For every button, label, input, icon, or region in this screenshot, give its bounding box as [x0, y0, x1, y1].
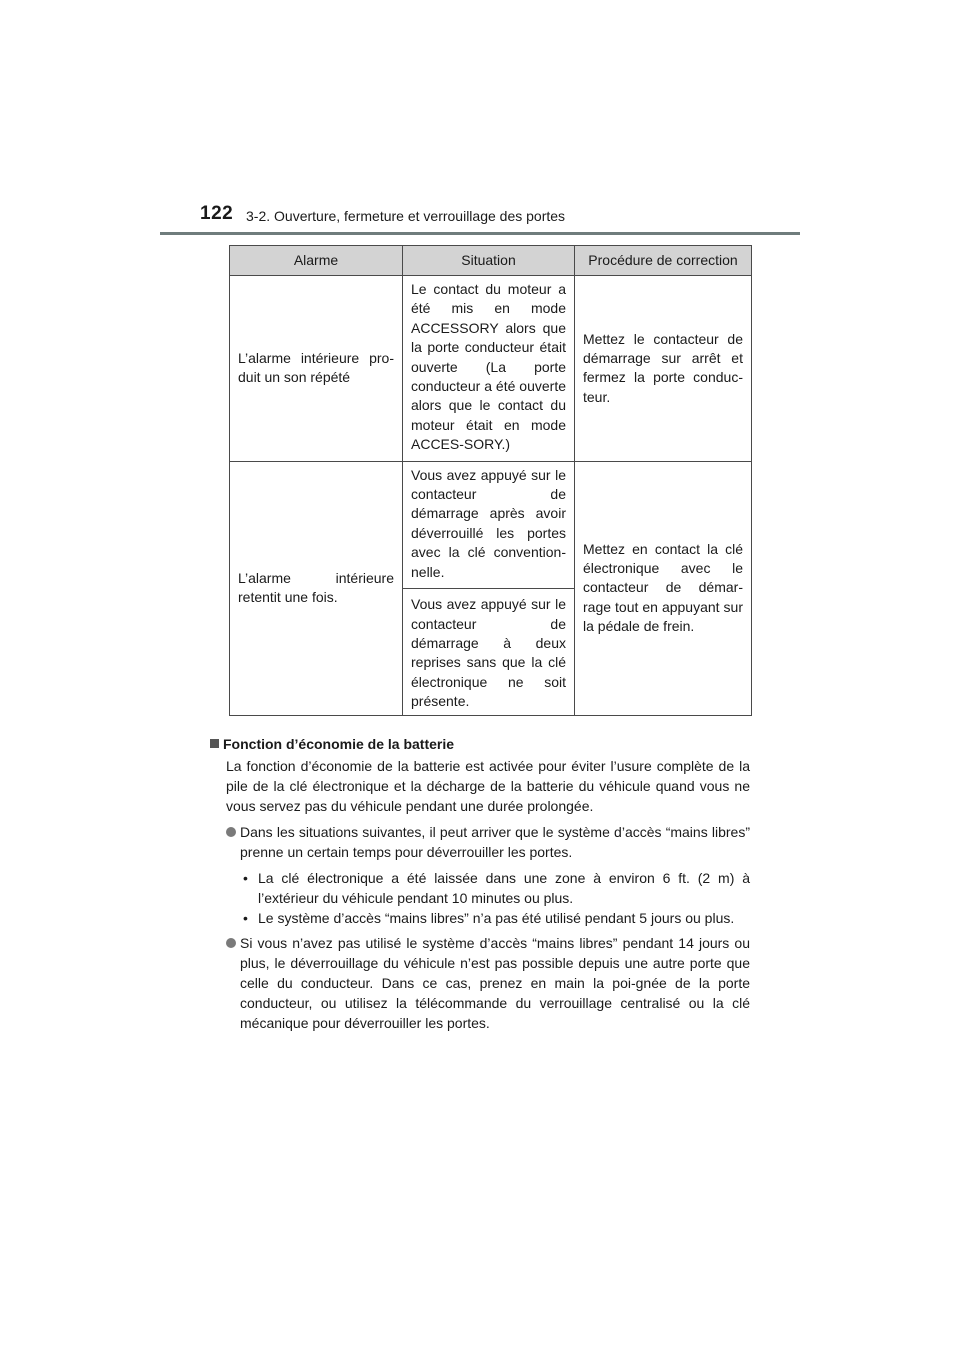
small-bullet-icon: • [243, 870, 248, 886]
page-number: 122 [200, 203, 234, 224]
sub-list [210, 868, 750, 928]
correction-cell: Mettez en contact la clé électronique avec le contacteur de démar-rage tout en appuyant sur la pédale de frein. [575, 461, 752, 715]
sub-list-item-text: La clé électronique a été laissée dans une zone à environ 6 ft. (2 m) à l’extérieur du véhicule pendant 10 minutes ou plus. [258, 870, 750, 906]
alarm-cell: L’alarme intérieure retentit une fois. [230, 461, 403, 715]
circle-bullet-icon [226, 938, 236, 948]
small-bullet-icon: • [243, 910, 248, 926]
battery-saving-section [210, 734, 750, 1039]
situation-cell: Le contact du moteur a été mis en mode ACCESSORY alors que la porte conducteur était ouverte (La porte conducteur a été ouverte alors que le contact du moteur était en mode ACCES-SORY.) [403, 276, 575, 462]
list-item [226, 933, 750, 1033]
section-heading-text: Fonction d’économie de la batterie [223, 736, 455, 752]
list-item [226, 822, 750, 862]
circle-bullet-icon [226, 827, 236, 837]
list-item-text: Dans les situations suivantes, il peut arriver que le système d’accès “mains libres” prenne un certain temps pour déverrouiller les portes. [240, 824, 750, 860]
column-header-situation: Situation [403, 246, 575, 276]
list-item-text: Si vous n’avez pas utilisé le système d’accès “mains libres” pendant 14 jours ou plus, le déverrouillage du véhicule n’est pas possible depuis une autre porte que celle du conducteur. Dans ce cas, prenez en main la poi-gnée de la porte conducteur, ou utilisez la télécommande du verrouillage centralisé ou la clé mécanique pour déverrouiller les portes. [240, 935, 750, 1031]
section-title: 3-2. Ouverture, fermeture et verrouillage des portes [246, 208, 566, 224]
table-row [230, 461, 752, 588]
sub-list-item-text: Le système d’accès “mains libres” n’a pas été utilisé pendant 5 jours ou plus. [258, 910, 735, 926]
sub-list-item [240, 908, 750, 928]
column-header-alarm: Alarme [230, 246, 403, 276]
table-header-row [230, 246, 752, 276]
sub-list-item [240, 868, 750, 908]
correction-cell: Mettez le contacteur de démarrage sur arrêt et fermez la porte conduc-teur. [575, 276, 752, 462]
section-intro: La fonction d’économie de la batterie est activée pour éviter l’usure complète de la pile de la clé électronique et la décharge de la batterie du véhicule quand vous ne vous servez pas du véhicule pendant une durée prolongée. [226, 758, 750, 814]
square-bullet-icon [210, 739, 219, 748]
header-rule [160, 232, 800, 235]
alarm-cell: L’alarme intérieure pro-duit un son répété [230, 276, 403, 462]
column-header-correction: Procédure de correction [575, 246, 752, 276]
situation-cell: Vous avez appuyé sur le contacteur de démarrage après avoir déverrouillé les portes avec la clé convention-nelle. [403, 461, 575, 588]
alarm-table [229, 245, 752, 716]
situation-cell: Vous avez appuyé sur le contacteur de démarrage à deux reprises sans que la clé électronique ne soit présente. [403, 589, 575, 715]
section-heading [210, 734, 750, 754]
table-row [230, 276, 752, 462]
